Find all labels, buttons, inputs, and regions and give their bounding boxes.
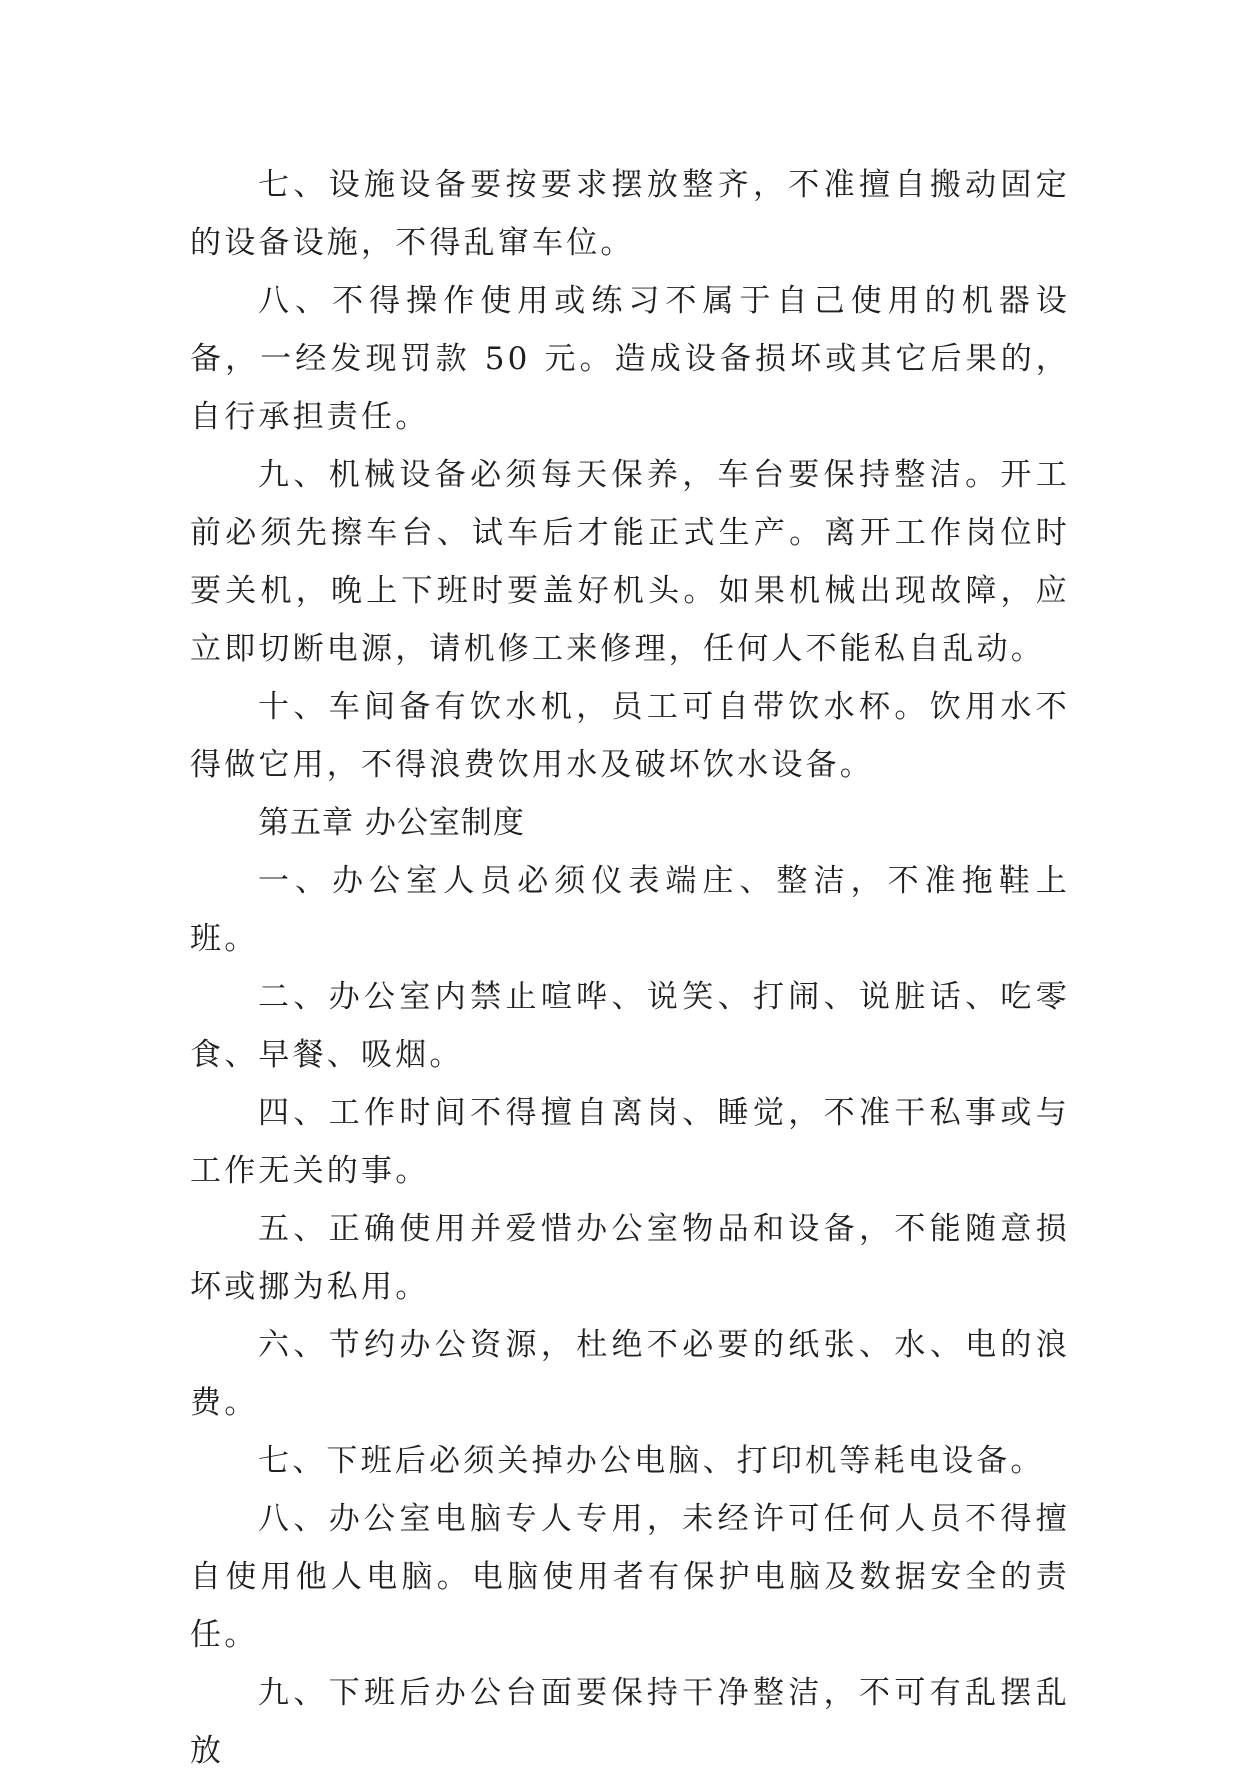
paragraph-desk-tidy: 九、下班后办公台面要保持干净整洁，不可有乱摆乱放: [190, 1675, 1070, 1769]
paragraph-equipment-placement: 七、设施设备要按要求摆放整齐，不准擅自搬动固定的设备设施，不得乱窜车位。: [190, 167, 1070, 261]
paragraph-machine-operation: 八、不得操作使用或练习不属于自己使用的机器设备，一经发现罚款 50 元。造成设备损坏或其它后果的，自行承担责任。: [190, 283, 1070, 435]
paragraph-drinking-water: 十、车间备有饮水机，员工可自带饮水杯。饮用水不得做它用，不得浪费饮用水及破坏饮水设备。: [190, 689, 1070, 783]
paragraph-office-noise: 二、办公室内禁止喧哗、说笑、打闹、说脏话、吃零食、早餐、吸烟。: [190, 979, 1070, 1073]
paragraph-office-property: 五、正确使用并爱惜办公室物品和设备，不能随意损坏或挪为私用。: [190, 1211, 1070, 1305]
paragraph-power-off: 七、下班后必须关掉办公电脑、打印机等耗电设备。: [258, 1443, 1045, 1479]
chapter-heading: 第五章 办公室制度: [258, 805, 525, 841]
paragraph-save-resources: 六、节约办公资源，杜绝不必要的纸张、水、电的浪费。: [190, 1327, 1070, 1421]
paragraph-work-hours: 四、工作时间不得擅自离岗、睡觉，不准干私事或与工作无关的事。: [190, 1095, 1070, 1189]
paragraph-office-appearance: 一、办公室人员必须仪表端庄、整洁，不准拖鞋上班。: [190, 863, 1070, 957]
paragraph-computer-use: 八、办公室电脑专人专用，未经许可任何人员不得擅自使用他人电脑。电脑使用者有保护电脑及数据安全的责任。: [190, 1501, 1070, 1653]
paragraph-machine-maintenance: 九、机械设备必须每天保养，车台要保持整洁。开工前必须先擦车台、试车后才能正式生产。离开工作岗位时要关机，晚上下班时要盖好机头。如果机械出现故障，应立即切断电源，请机修工来修理，任何人不能私自乱动。: [190, 457, 1070, 667]
document-body: [190, 156, 1070, 1780]
